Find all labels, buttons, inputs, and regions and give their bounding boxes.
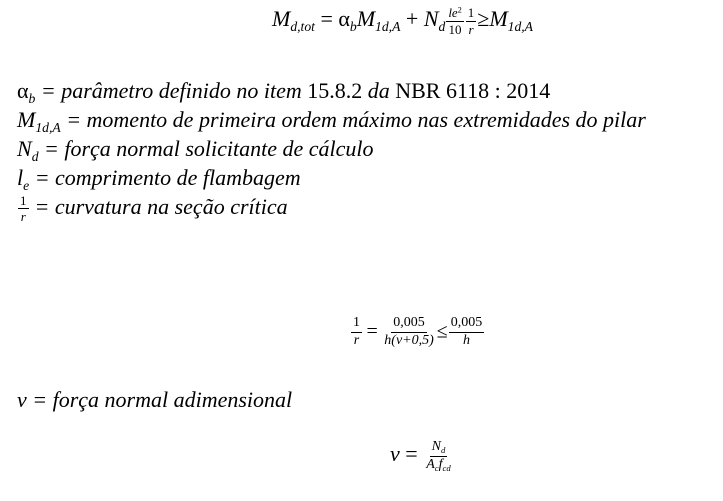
nu-den-strength-subscript: cd — [442, 462, 451, 473]
def-m1-text: = momento de primeira ordem máximo nas extremidades do pilar — [66, 107, 646, 132]
def-nd-text: = força normal solicitante de cálculo — [44, 136, 374, 161]
rhs-symbol: M — [489, 6, 508, 32]
curv-lhs-fraction — [351, 316, 362, 348]
def-alpha-item-number: 15.8.2 — [307, 78, 363, 103]
definition-le — [17, 163, 646, 192]
nu-equals-sign: = — [405, 441, 418, 467]
definition-m1da — [17, 105, 646, 134]
curv-leq-sign: ≤ — [436, 320, 448, 343]
lhs-subscript: d,tot — [290, 18, 315, 34]
definitions-list — [17, 76, 646, 225]
main-moment-equation — [272, 6, 533, 36]
nu-num-subscript: d — [440, 445, 446, 456]
curv-rhs-fraction — [449, 316, 485, 348]
plus-sign: + — [405, 6, 419, 32]
definition-alpha-b — [17, 76, 646, 105]
def-m1-symbol: M — [17, 107, 36, 132]
alpha-symbol: α — [338, 6, 350, 32]
def-nd-subscript: d — [31, 148, 39, 164]
def-m1-subscript: 1d,A — [35, 119, 61, 135]
curv-mid-denominator: h(v+0,5) — [384, 332, 434, 348]
lhs-symbol: M — [272, 6, 291, 32]
curv-mid-numerator: 0,005 — [391, 316, 427, 333]
curv-rhs-denominator: h — [463, 332, 471, 348]
def-frac-denominator: r — [20, 209, 26, 225]
alpha-subscript: b — [349, 18, 357, 34]
def-le-subscript: e — [23, 177, 30, 193]
definition-nu: v = força normal adimensional — [17, 387, 293, 412]
frac2-numerator: 1 — [467, 5, 475, 20]
nu-fraction — [424, 440, 453, 472]
definition-curvature — [17, 192, 646, 225]
frac1-denominator: 10 — [448, 21, 462, 37]
def-one-over-r-fraction — [18, 194, 29, 224]
frac2-denominator: r — [468, 21, 474, 37]
curvature-equation — [350, 316, 485, 348]
def-le-symbol: l — [17, 165, 24, 190]
def-alpha-text-da: da — [362, 78, 396, 103]
equals-sign: = — [320, 6, 333, 32]
curv-lhs-denominator: r — [353, 332, 360, 348]
curv-rhs-numerator: 0,005 — [449, 316, 485, 333]
m1-subscript: 1d,A — [375, 18, 401, 34]
nu-den-strength: f — [438, 456, 443, 472]
nu-lhs: v — [390, 441, 400, 467]
def-alpha-standard: NBR 6118 : 2014 — [395, 78, 551, 103]
m1-symbol: M — [356, 6, 376, 32]
one-over-r-fraction — [466, 6, 477, 36]
greater-equal-sign: ≥ — [477, 6, 490, 32]
nd-subscript: d — [438, 18, 446, 34]
definition-nd — [17, 134, 646, 163]
curv-lhs-numerator: 1 — [351, 316, 362, 333]
def-le-text: = comprimento de flambagem — [34, 165, 301, 190]
def-curvature-text: = curvatura na seção crítica — [34, 194, 288, 219]
nu-den-area: A — [426, 456, 435, 472]
def-nd-symbol: N — [17, 136, 32, 161]
curv-equals-sign: = — [366, 320, 378, 343]
nd-symbol: N — [423, 6, 439, 32]
rhs-subscript: 1d,A — [507, 18, 533, 34]
nu-numerator — [430, 440, 448, 457]
nu-den-area-subscript: c — [434, 462, 439, 473]
def-alpha-subscript: b — [28, 90, 36, 106]
nu-num-symbol: N — [431, 439, 441, 454]
def-frac-numerator: 1 — [20, 192, 27, 208]
le-squared-over-ten-fraction — [446, 6, 463, 36]
nu-equation — [390, 440, 454, 472]
curv-mid-fraction — [382, 316, 436, 348]
frac1-exponent: 2 — [457, 5, 462, 15]
def-alpha-symbol: α — [17, 78, 29, 103]
def-alpha-text: = parâmetro definido no item — [40, 78, 308, 103]
frac1-numerator: le — [448, 5, 458, 20]
nu-denominator — [424, 457, 453, 473]
